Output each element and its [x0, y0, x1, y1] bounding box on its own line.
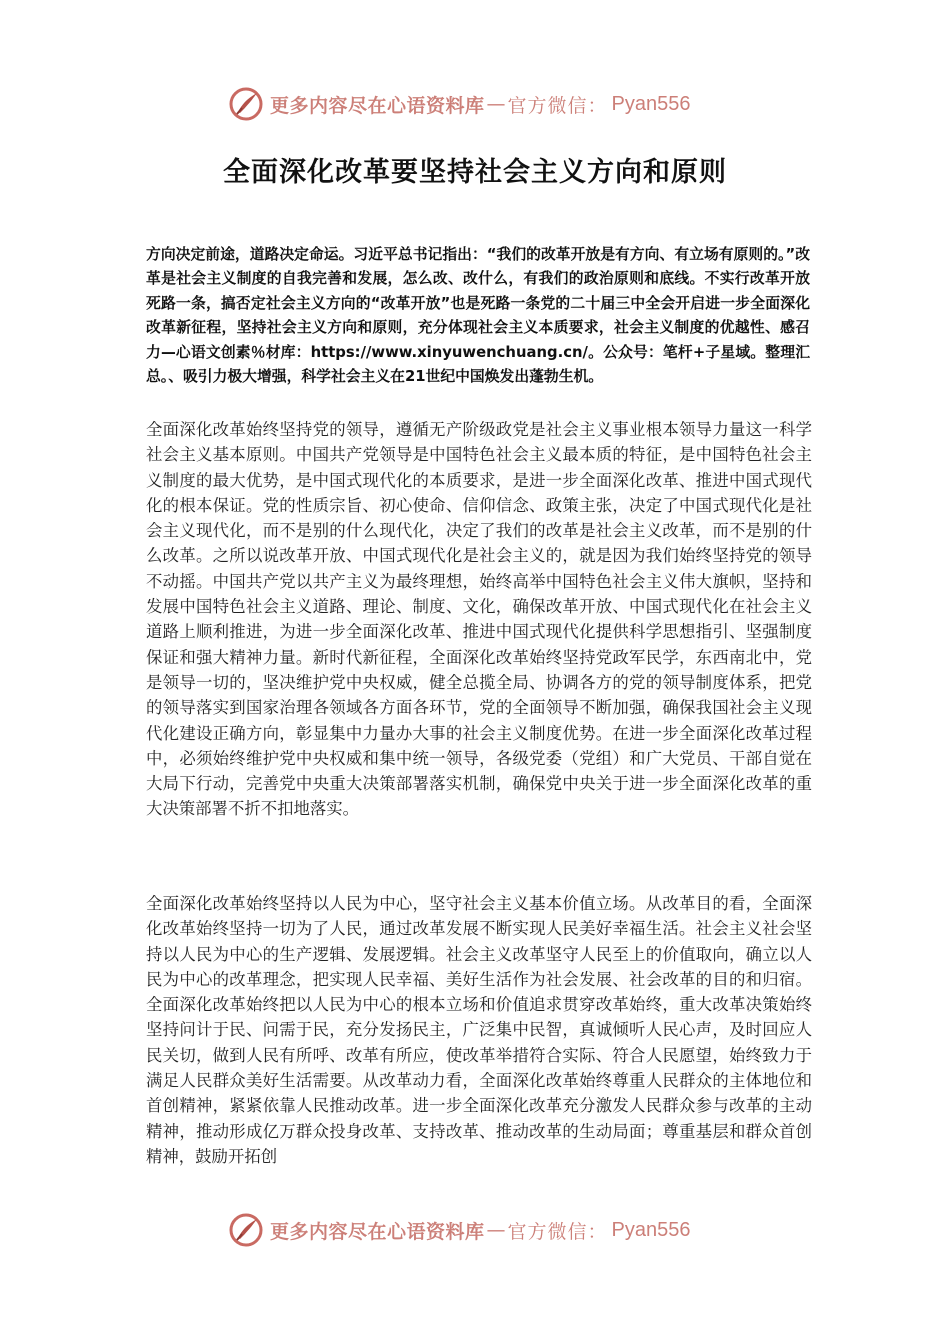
header-banner[interactable]	[228, 84, 728, 124]
quill-logo-icon	[228, 86, 264, 122]
body-paragraph-1: 全面深化改革始终坚持党的领导，遵循无产阶级政党是社会主义事业根本领导力量这一科学社会主义基本原则。中国共产党领导是中国特色社会主义最本质的特征，是中国特色社会主义制度的最大优势，是中国式现代化的本质要求，是进一步全面深化改革、推进中国式现代化的根本保证。党的性质宗旨、初心使命、信仰信念、政策主张，决定了中国式现代化是社会主义现代化，而不是别的什么现代化，决定了我们的改革是社会主义改革，而不是别的什么改革。之所以说改革开放、中国式现代化是社会主义的，就是因为我们始终坚持党的领导不动摇。中国共产党以共产主义为最终理想，始终高举中国特色社会主义伟大旗帜，坚持和发展中国特色社会主义道路、理论、制度、文化，确保改革开放、中国式现代化在社会主义道路上顺利推进，为进一步全面深化改革、推进中国式现代化提供科学思想指引、坚强制度保证和强大精神力量。新时代新征程，全面深化改革始终坚持党政军民学，东西南北中，党是领导一切的，坚决维护党中央权威，健全总揽全局、协调各方的党的领导制度体系，把党的领导落实到国家治理各领域各方面各环节，党的全面领导不断加强，确保我国社会主义现代化建设正确方向，彰显集中力量办大事的社会主义制度优势。在进一步全面深化改革过程中，必须始终维护党中央权威和集中统一领导，各级党委（党组）和广大党员、干部自觉在大局下行动，完善党中央重大决策部署落实机制，确保党中央关于进一步全面深化改革的重大决策部署不折不扣地落实。	[146, 420, 812, 819]
banner-text: 更多内容尽在心语资料库	[270, 1220, 485, 1243]
body-paragraph-2: 全面深化改革始终坚持以人民为中心，坚守社会主义基本价值立场。从改革目的看，全面深化改革始终坚持一切为了人民，通过改革发展不断实现人民美好幸福生活。社会主义社会坚持以人民为中心的生产逻辑、发展逻辑。社会主义改革坚守人民至上的价值取向，确立以人民为中心的改革理念，把实现人民幸福、美好生活作为社会发展、社会改革的目的和归宿。全面深化改革始终把以人民为中心的根本立场和价值追求贯穿改革始终，重大改革决策始终坚持问计于民、问需于民，充分发扬民主，广泛集中民智，真诚倾听人民心声，及时回应人民关切，做到人民有所呼、改革有所应，使改革举措符合实际、符合人民愿望，始终致力于满足人民群众美好生活需要。从改革动力看，全面深化改革始终尊重人民群众的主体地位和首创精神，紧紧依靠人民推动改革。进一步全面深化改革充分激发人民群众参与改革的主动精神，推动形成亿万群众投身改革、支持改革、推动改革的生动局面；尊重基层和群众首创精神，鼓励开拓创	[146, 894, 812, 1166]
document-title: 全面深化改革要坚持社会主义方向和原则	[223, 157, 727, 188]
wechat-id: Pyan556	[611, 92, 691, 115]
official-label: 官方微信：	[507, 1220, 608, 1243]
footer-banner[interactable]	[228, 1210, 728, 1250]
wechat-id: Pyan556	[611, 1218, 691, 1241]
official-label: 官方微信：	[507, 94, 608, 117]
intro-paragraph: 方向决定前途，道路决定命运。习近平总书记指出：“我们的改革开放是有方向、有立场有原则的。”改革是社会主义制度的自我完善和发展，怎么改、改什么，有我们的政治原则和底线。不实行改革开放死路一条，搞否定社会主义方向的“改革开放”也是死路一条党的二十届三中全会开启进一步全面深化改革新征程，坚持社会主义方向和原则，充分体现社会主义本质要求，社会主义制度的优越性、感召力—心语文创素％材库：https://www.xinyuwenchuang.cn/。公众号：笔杆+子星域。整理汇总。、吸引力极大增强，科学社会主义在21世纪中国焕发出蓬勃生机。	[146, 246, 810, 386]
banner-separator: —	[486, 93, 506, 115]
banner-text: 更多内容尽在心语资料库	[270, 94, 485, 117]
quill-logo-icon	[228, 1212, 264, 1248]
banner-separator: —	[486, 1219, 506, 1241]
